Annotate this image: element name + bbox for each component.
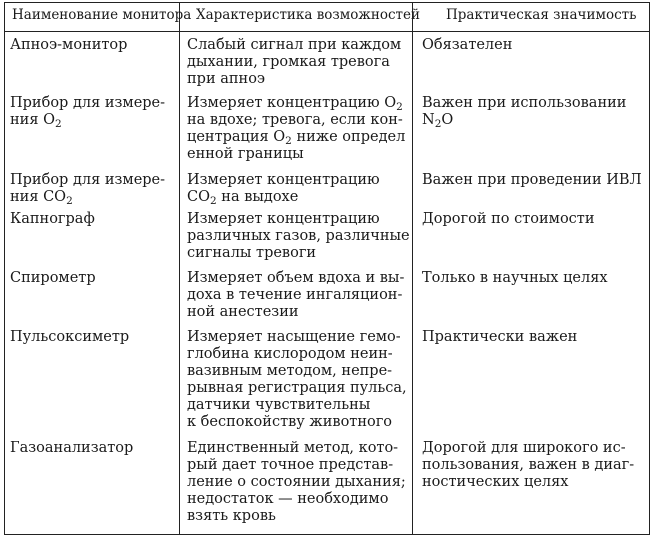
text-run: ния O	[10, 112, 55, 128]
text-run: Прибор для измере-	[10, 172, 166, 188]
cell-line: ной анестезии	[187, 304, 299, 320]
header-bottom-border	[4, 31, 650, 32]
monitor-name-cell	[10, 440, 133, 457]
cell-line: Спирометр	[10, 270, 96, 286]
text-run: CO	[187, 189, 210, 205]
cell-line	[422, 95, 626, 112]
cell-line	[187, 146, 405, 163]
table-top-border	[4, 2, 650, 3]
monitor-name-cell	[10, 95, 165, 129]
cell-line: Измеряет концентрацию	[187, 211, 380, 227]
cell-line	[10, 172, 165, 189]
cell-line: при апноэ	[187, 71, 266, 87]
cell-line: Измеряет насыщение гемо-	[187, 329, 401, 345]
text-run: на вдохе; тревога, если кон-	[187, 112, 403, 128]
cell-line: рывная регистрация пульса,	[187, 380, 407, 396]
cell-line	[187, 112, 405, 129]
cell-line: Обязателен	[422, 37, 513, 53]
text-run: на выдохе	[216, 189, 299, 205]
cell-line: Измеряет объем вдоха и вы-	[187, 270, 405, 286]
table-left-border	[4, 2, 5, 535]
cell-line	[10, 189, 165, 206]
cell-line: Апноэ-монитор	[10, 37, 128, 53]
subscript: 2	[66, 195, 73, 207]
cell-line: Практически важен	[422, 329, 578, 345]
feature-cell	[187, 37, 401, 88]
cell-line: недостаток — необходимо	[187, 491, 389, 507]
cell-line: сигналы тревоги	[187, 245, 317, 261]
text-run: N	[422, 112, 435, 128]
cell-line: Газоанализатор	[10, 440, 134, 456]
value-cell	[422, 37, 512, 54]
cell-line: к беспокойству животного	[187, 414, 393, 430]
cell-line	[422, 112, 626, 129]
header-features: Характеристика возможностей	[196, 7, 420, 23]
subscript: 2	[285, 135, 292, 147]
cell-line: Капнограф	[10, 211, 95, 227]
value-cell	[422, 440, 634, 491]
value-cell	[422, 172, 642, 189]
value-cell	[422, 95, 626, 129]
cell-line	[187, 129, 405, 146]
cell-line: Только в научных целях	[422, 270, 608, 286]
cell-line	[10, 95, 165, 112]
text-run: ниже определ	[291, 129, 406, 145]
monitor-name-cell	[10, 37, 127, 54]
feature-cell	[187, 172, 380, 206]
cell-line: ление о состоянии дыхания;	[187, 474, 406, 490]
subscript: 2	[396, 101, 403, 113]
subscript: 2	[434, 118, 442, 130]
text-run: Важен при использовании	[422, 95, 627, 111]
cell-line: взять кровь	[187, 508, 276, 524]
subscript: 2	[209, 195, 217, 207]
cell-line	[422, 172, 642, 189]
cell-line: Единственный метод, кото-	[187, 440, 399, 456]
text-run: O	[441, 112, 454, 128]
table-right-border	[649, 2, 650, 535]
column-divider-2	[412, 2, 413, 535]
text-run: ния CO	[10, 189, 67, 205]
value-cell	[422, 270, 608, 287]
cell-line: пользования, важен в диаг-	[422, 457, 635, 473]
feature-cell	[187, 270, 404, 321]
feature-cell	[187, 95, 405, 163]
subscript: 2	[54, 118, 62, 130]
cell-line: дыхании, громкая тревога	[187, 54, 390, 70]
value-cell	[422, 329, 577, 346]
header-monitor-name: Наименование монитора	[12, 7, 192, 23]
column-divider-1	[179, 2, 180, 535]
table-bottom-border	[4, 534, 650, 535]
text-run: енной границы	[187, 146, 304, 162]
feature-cell	[187, 211, 410, 262]
feature-cell	[187, 329, 407, 431]
text-run: Измеряет концентрацию O	[187, 95, 397, 111]
cell-line	[10, 112, 165, 129]
cell-line: различных газов, различные	[187, 228, 410, 244]
text-run: центрация O	[187, 129, 286, 145]
monitor-name-cell	[10, 329, 129, 346]
monitor-name-cell	[10, 172, 165, 206]
cell-line: Пульсоксиметр	[10, 329, 130, 345]
cell-line: глобина кислородом неин-	[187, 346, 393, 362]
cell-line: Слабый сигнал при каждом	[187, 37, 402, 53]
cell-line	[187, 189, 380, 206]
cell-line: датчики чувствительны	[187, 397, 371, 413]
cell-line: ностических целях	[422, 474, 569, 490]
cell-line: вазивным методом, непре-	[187, 363, 393, 379]
cell-line: Дорогой для широкого ис-	[422, 440, 626, 456]
monitor-name-cell	[10, 211, 95, 228]
cell-line	[187, 95, 405, 112]
value-cell	[422, 211, 595, 228]
feature-cell	[187, 440, 406, 525]
cell-line	[187, 172, 380, 189]
text-run: Важен при проведении ИВЛ	[422, 172, 642, 188]
header-practical-value: Практическая значимость	[446, 7, 637, 23]
cell-line: Дорогой по стоимости	[422, 211, 595, 227]
text-run: Измеряет концентрацию	[187, 172, 380, 188]
cell-line: доха в течение ингаляцион-	[187, 287, 403, 303]
monitor-name-cell	[10, 270, 96, 287]
text-run: Прибор для измере-	[10, 95, 166, 111]
cell-line: рый дает точное представ-	[187, 457, 394, 473]
